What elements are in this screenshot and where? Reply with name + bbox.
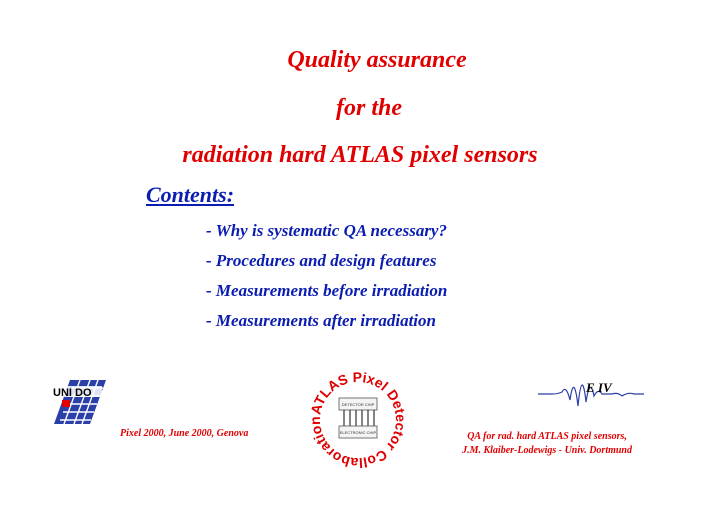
contents-item: - Measurements after irradiation: [206, 311, 436, 330]
contents-item: - Procedures and design features: [206, 251, 437, 270]
contents-heading: Contents:: [146, 182, 235, 207]
footer-author: [462, 430, 632, 458]
e4-logo: [538, 362, 644, 410]
unido-logo-text: UNI DO: [53, 387, 92, 399]
atlas-chip-top-label: DETECTOR CHIP: [341, 402, 375, 407]
unido-logo: [50, 378, 108, 426]
footer-author-line-1: QA for rad. hard ATLAS pixel sensors,: [467, 431, 627, 442]
e4-logo-text: E IV: [586, 380, 612, 395]
contents-list: [206, 216, 447, 336]
contents-item: - Measurements before irradiation: [206, 281, 448, 300]
atlas-chip-bottom-label: ELECTRONIC CHIP: [339, 430, 377, 435]
footer-author-line-2: J.M. Klaiber-Lodewigs - Univ. Dortmund: [462, 445, 632, 456]
title-line-1: Quality assurance: [287, 47, 467, 73]
atlas-ring-text: ATLAS Pixel Detector Collaboration: [306, 368, 410, 472]
title-line-2: for the: [336, 95, 402, 121]
contents-item: - Why is systematic QA necessary?: [206, 221, 447, 240]
footer-conference: Pixel 2000, June 2000, Genova: [120, 428, 249, 439]
title-line-3: radiation hard ATLAS pixel sensors: [182, 142, 538, 168]
atlas-pixel-logo: [306, 368, 410, 472]
